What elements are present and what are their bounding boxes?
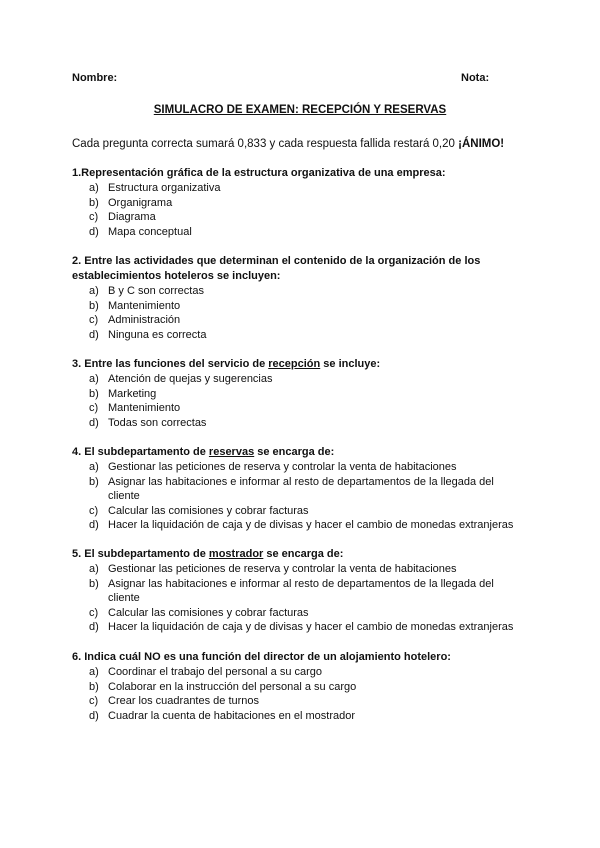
answer-option[interactable] xyxy=(72,181,532,196)
question-title xyxy=(72,357,532,372)
answer-option[interactable] xyxy=(72,416,532,431)
option-letter: c) xyxy=(89,695,99,708)
answer-option[interactable] xyxy=(72,372,532,387)
answer-option[interactable] xyxy=(72,387,532,402)
answer-option[interactable] xyxy=(72,460,532,475)
option-letter: a) xyxy=(89,373,99,385)
question-keyword: reservas xyxy=(208,446,255,458)
option-text: Gestionar las peticiones de reserva y controlar la venta de habitaciones xyxy=(108,461,457,473)
option-letter: d) xyxy=(89,709,99,722)
option-text: Calcular las comisiones y cobrar facturas xyxy=(108,606,309,619)
answer-option[interactable] xyxy=(72,620,532,635)
question-title xyxy=(72,254,502,284)
option-letter: b) xyxy=(89,680,99,693)
answer-options xyxy=(72,665,532,723)
option-text: Todas son correctas xyxy=(108,416,207,429)
answer-options xyxy=(72,460,532,533)
answer-option[interactable] xyxy=(72,313,502,328)
answer-option[interactable] xyxy=(72,562,532,577)
question-title xyxy=(72,650,532,665)
question-text: 6. Indica cuál NO es una función del director de un alojamiento hotelero: xyxy=(72,651,451,663)
answer-option[interactable] xyxy=(72,680,532,695)
answer-option[interactable] xyxy=(72,401,532,416)
option-letter: b) xyxy=(89,475,99,488)
question-text: 3. Entre las funciones del servicio de xyxy=(72,358,269,370)
answer-option[interactable] xyxy=(72,210,532,225)
option-letter: d) xyxy=(89,519,99,532)
option-text: Asignar las habitaciones e informar al resto de departamentos de la llegada del cliente xyxy=(108,577,494,605)
answer-options xyxy=(72,284,502,342)
answer-option[interactable] xyxy=(72,709,532,724)
option-text: Colaborar en la instrucción del personal a su cargo xyxy=(108,680,357,693)
option-text: Hacer la liquidación de caja y de divisas y hacer el cambio de monedas extranjeras xyxy=(108,621,514,634)
option-text: Hacer la liquidación de caja y de divisas y hacer el cambio de monedas extranjeras xyxy=(108,519,514,532)
answer-option[interactable] xyxy=(72,665,532,680)
option-text: B y C son correctas xyxy=(108,285,204,297)
answer-option[interactable] xyxy=(72,225,532,240)
cheer-text: ¡ÁNIMO! xyxy=(458,138,505,150)
question-1 xyxy=(72,166,532,239)
option-text: Estructura organizativa xyxy=(108,182,221,194)
question-title xyxy=(72,445,532,460)
option-letter: a) xyxy=(89,182,99,194)
option-letter: a) xyxy=(89,285,99,297)
question-keyword: mostrador xyxy=(208,548,264,560)
name-label: Nombre: xyxy=(72,72,118,84)
option-letter: b) xyxy=(89,196,99,209)
answer-options xyxy=(72,562,532,635)
option-text: Gestionar las peticiones de reserva y controlar la venta de habitaciones xyxy=(108,563,457,575)
option-text: Administración xyxy=(108,314,181,327)
question-title xyxy=(72,547,532,562)
question-text-end: se incluye: xyxy=(320,358,381,370)
option-text: Coordinar el trabajo del personal a su cargo xyxy=(108,666,323,678)
question-text: 5. El subdepartamento de xyxy=(72,548,209,560)
exam-title: SIMULACRO DE EXAMEN: RECEPCIÓN Y RESERVAS xyxy=(153,104,447,116)
option-text: Organigrama xyxy=(108,196,173,209)
option-text: Calcular las comisiones y cobrar facturas xyxy=(108,504,309,517)
option-text: Mantenimiento xyxy=(108,402,181,415)
answer-option[interactable] xyxy=(72,284,502,299)
option-letter: a) xyxy=(89,563,99,575)
option-letter: a) xyxy=(89,666,99,678)
option-letter: b) xyxy=(89,387,99,400)
question-2 xyxy=(72,254,502,342)
answer-options xyxy=(72,372,532,430)
option-letter: b) xyxy=(89,577,99,590)
question-5 xyxy=(72,547,532,635)
option-letter: c) xyxy=(89,606,99,619)
answer-option[interactable] xyxy=(72,328,502,343)
option-letter: b) xyxy=(89,299,99,312)
grade-label: Nota: xyxy=(461,72,490,84)
question-text-end: se encarga de: xyxy=(263,548,344,560)
question-text-end: se encarga de: xyxy=(254,446,335,458)
answer-option[interactable] xyxy=(72,196,532,211)
exam-instructions xyxy=(72,138,504,150)
option-letter: d) xyxy=(89,416,99,429)
option-letter: d) xyxy=(89,225,99,238)
answer-option[interactable] xyxy=(72,299,502,314)
question-text: 2. Entre las actividades que determinan el contenido de la organización de los establecimientos hoteleros se incluyen: xyxy=(72,255,481,282)
option-text: Cuadrar la cuenta de habitaciones en el mostrador xyxy=(108,709,356,722)
option-text: Marketing xyxy=(108,387,157,400)
option-text: Mapa conceptual xyxy=(108,225,192,238)
option-text: Mantenimiento xyxy=(108,299,181,312)
question-4 xyxy=(72,445,532,533)
answer-options xyxy=(72,181,532,239)
answer-option[interactable] xyxy=(72,577,532,606)
question-title xyxy=(72,166,532,181)
option-letter: d) xyxy=(89,621,99,634)
option-letter: c) xyxy=(89,211,99,224)
option-text: Atención de quejas y sugerencias xyxy=(108,373,273,385)
answer-option[interactable] xyxy=(72,475,532,504)
option-letter: a) xyxy=(89,461,99,473)
answer-option[interactable] xyxy=(72,504,532,519)
option-text: Crear los cuadrantes de turnos xyxy=(108,695,260,708)
question-6 xyxy=(72,650,532,723)
answer-option[interactable] xyxy=(72,518,532,533)
question-text: 4. El subdepartamento de xyxy=(72,446,209,458)
option-text: Diagrama xyxy=(108,211,156,224)
instructions-text: Cada pregunta correcta sumará 0,833 y cada respuesta fallida restará 0,20 xyxy=(72,138,459,150)
answer-option[interactable] xyxy=(72,606,532,621)
option-text: Ninguna es correcta xyxy=(108,328,207,341)
option-letter: c) xyxy=(89,402,99,415)
answer-option[interactable] xyxy=(72,694,532,709)
option-text: Asignar las habitaciones e informar al resto de departamentos de la llegada del cliente xyxy=(108,475,494,503)
option-letter: c) xyxy=(89,314,99,327)
option-letter: d) xyxy=(89,328,99,341)
option-letter: c) xyxy=(89,504,99,517)
question-text: 1.Representación gráfica de la estructura organizativa de una empresa: xyxy=(72,167,446,179)
question-keyword: recepción xyxy=(268,358,321,370)
question-3 xyxy=(72,357,532,430)
